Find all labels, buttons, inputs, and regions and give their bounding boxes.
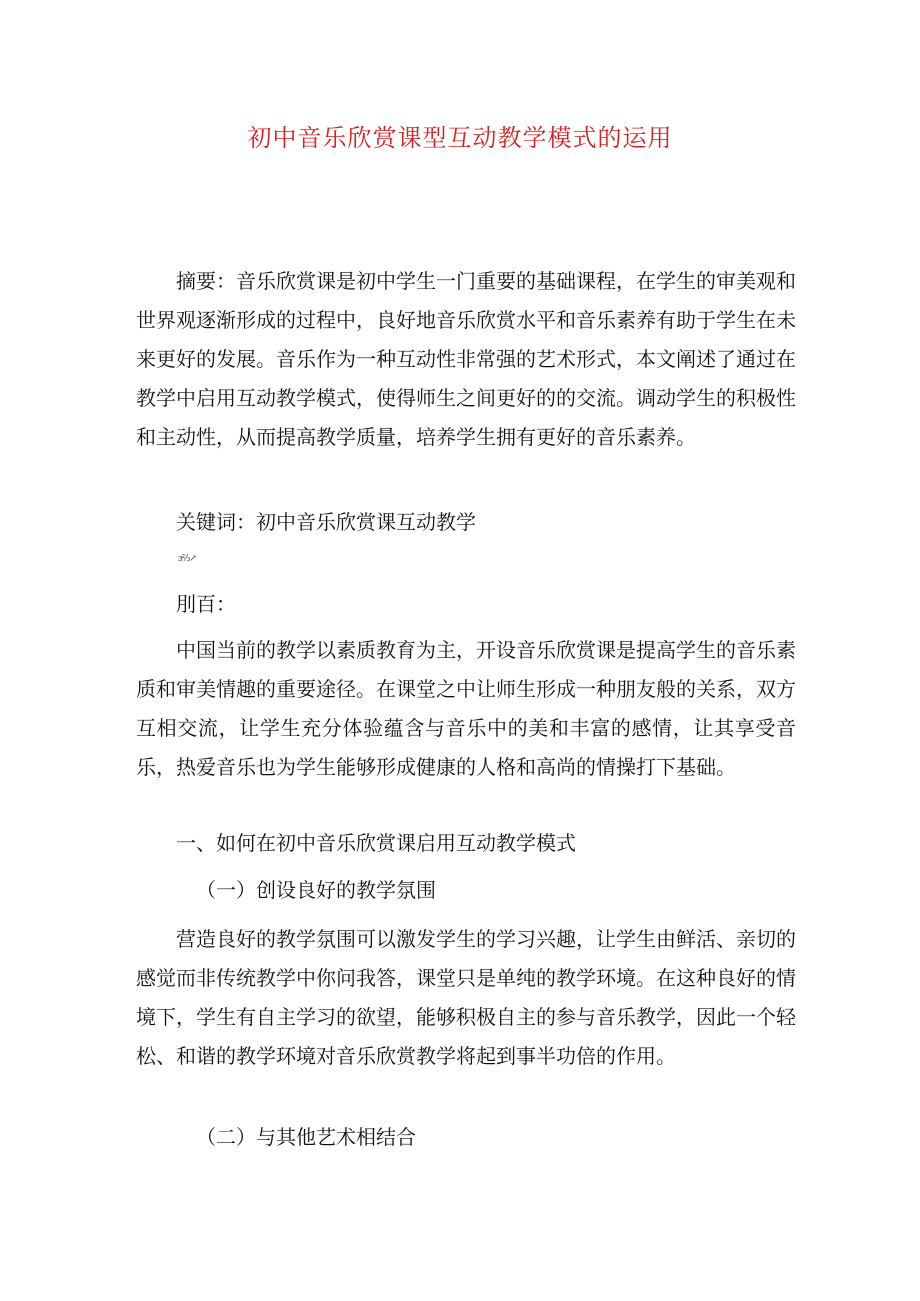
sub2-heading: （二）与其他艺术相结合 (196, 1125, 416, 1149)
abstract-paragraph: 摘要：音乐欣赏课是初中学生一门重要的基础课程，在学生的审美观和世界观逐渐形成的过程中，良好地音乐欣赏水平和音乐素养有助于学生在未来更好的发展。音乐作为一种互动性非常强的艺术形式，本文阐述了通过在教学中启用互动教学模式，使得师生之间更好的的交流。调动学生的积极性和主动性，从而提高教学质量，培养学生拥有更好的音乐素养。 (136, 269, 796, 449)
document-title: 初中音乐欣赏课型互动教学模式的运用 (247, 124, 673, 152)
keywords-line: 关键词：初中音乐欣赏课互动教学 (176, 510, 476, 534)
sub1-paragraph: 营造良好的教学氛围可以激发学生的学习兴趣，让学生由鲜活、亲切的感觉而非传统教学中你问我答，课堂只是单纯的教学环境。在这种良好的情境下，学生有自主学习的欲望，能够积极自主的参与音乐教学，因此一个轻松、和谐的教学环境对音乐欣赏教学将起到事半功倍的作用。 (136, 927, 796, 1068)
sub1-heading: （一）创设良好的教学氛围 (196, 878, 436, 902)
section1-heading: 一、如何在初中音乐欣赏课启用互动教学模式 (176, 831, 576, 855)
preface-heading: 刖百： (176, 592, 236, 616)
scribble-mark: ɜ⅔↗ (178, 554, 196, 564)
intro-paragraph: 中国当前的教学以素质教育为主，开设音乐欣赏课是提高学生的音乐素质和审美情趣的重要途径。在课堂之中让师生形成一种朋友般的关系，双方互相交流，让学生充分体验蕴含与音乐中的美和丰富的感情，让其享受音乐，热爱音乐也为学生能够形成健康的人格和高尚的情操打下基础。 (136, 638, 796, 779)
